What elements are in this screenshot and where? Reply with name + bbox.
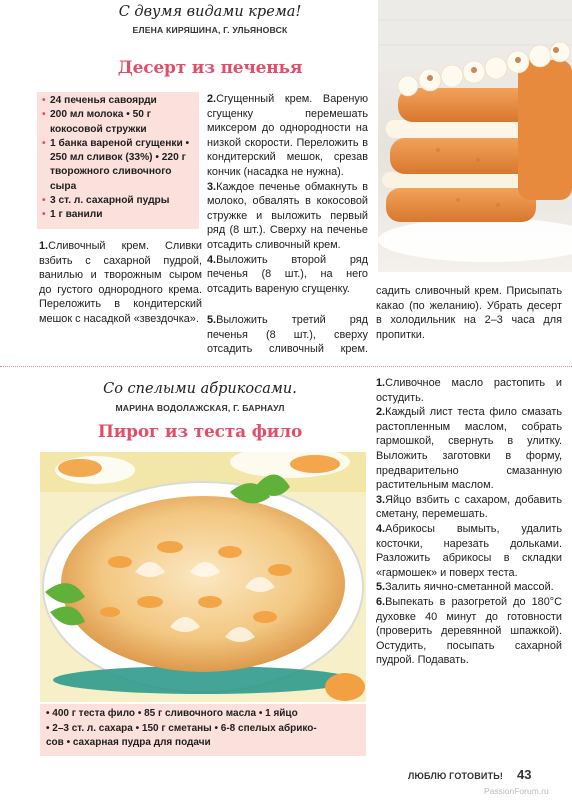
- recipe1-author: ЕЛЕНА КИРЯШИНА, Г. УЛЬЯНОВСК: [132, 25, 288, 35]
- page-number: 43: [517, 767, 532, 782]
- recipe2-title: Пирог из теста фило: [97, 422, 303, 442]
- recipe2-ingredients: [40, 704, 366, 756]
- step-number: 1.: [39, 240, 49, 252]
- recipe1-step-5: 5.Выложить третий ряд печенья (8 шт.), сверху отсадить сливочный крем.: [207, 314, 368, 356]
- ingredient-item: • 200 мл молока • 50 г кокосовой стружки: [42, 108, 195, 137]
- magazine-name: ЛЮБЛЮ ГОТОВИТЬ!: [408, 771, 504, 781]
- recipe1-subtitle: С двумя видами крема!: [118, 4, 302, 20]
- recipe2-step-6: 6.Выпекать в разогретой до 180°С духовке 40 минут до готовности (проверить деревянной шпажкой). Остудить, посыпать сахарной пудрой. Подавать.: [376, 595, 562, 667]
- recipe2-steps: [376, 376, 562, 760]
- pie-image: [40, 452, 366, 702]
- ingredient-item: • 3 ст. л. сахарной пудры: [42, 194, 195, 208]
- recipe2-subtitle: Со спелыми абрикосами.: [103, 381, 297, 397]
- recipe1-ingredients: [37, 92, 199, 229]
- ingredient-item: • 24 печенья савоярди: [42, 94, 195, 108]
- dessert-photo: [378, 0, 572, 272]
- step-text: Сливочный крем. Сливки взбить с сахарной пудрой, ванилью и творожным сыром до густого однородного крема. Переложить в кондитерский мешок с насадкой «звездочка».: [39, 240, 202, 325]
- recipe1-title: Десерт из печенья: [117, 58, 303, 78]
- recipe1-step-1: [39, 239, 202, 327]
- dessert-image: [378, 0, 572, 272]
- ingredient-item: • 1 г ванили: [42, 208, 195, 222]
- recipe2-step-4: 4.Абрикосы вымыть, удалить косточки, нарезать дольками. Разложить абрикосы в складки «гармошек» и поверх теста.: [376, 522, 562, 579]
- ingredient-item: • 1 банка вареной сгущенки • 250 мл сливок (33%) • 220 г творожного сливочного сыра: [42, 137, 195, 194]
- recipe1-step-5-continued: садить сливочный крем. Присыпать какао (по желанию). Убрать десерт в холодильник на 2–3 часа для пропитки.: [376, 285, 562, 341]
- recipe2-step-1: 1.Сливочное масло растопить и остудить.: [376, 377, 562, 404]
- ingredient-line: сов • сахарная пудра для подачи: [46, 737, 211, 749]
- ingredient-line: • 400 г теста фило • 85 г сливочного масла • 1 яйцо: [46, 708, 298, 719]
- recipe2-step-2: 2.Каждый лист теста фило смазать растопленным маслом, собрать гармошкой, свернуть в улитку. Выложить заготовки в форму, предварительно смазанную растительным маслом.: [376, 406, 562, 492]
- ingredient-line: • 2–3 ст. л. сахара • 150 г сметаны • 6-8 спелых абрико-: [46, 722, 317, 734]
- pie-photo: [40, 452, 366, 702]
- recipe1-step-3: 3.Каждое печенье обмакнуть в молоко, обвалять в кокосовой стружке и выложить первый ряд (8 шт.). Сверху на печенье отсадить сливочный крем.: [207, 180, 368, 251]
- recipe1-steps-col2: [207, 92, 368, 296]
- section-divider: [0, 366, 572, 367]
- recipe2-step-3: 3.Яйцо взбить с сахаром, добавить сметану, перемешать.: [376, 493, 562, 521]
- recipe1-step-2: 2.Сгущенный крем. Вареную сгущенку перемешать миксером до однородности на низкой скорости. Переложить в кондитерский мешок, срезав кончик (насадка не нужна).: [207, 93, 368, 178]
- recipe2-step-5: 5.Залить яично-сметанной массой.: [376, 581, 554, 594]
- recipe2-author: МАРИНА ВОДОЛАЖСКАЯ, Г. БАРНАУЛ: [115, 403, 285, 413]
- watermark: PassionForum.ru: [484, 786, 549, 796]
- recipe1-step-4: 4.Выложить второй ряд печенья (8 шт.), на него отсадить вареную сгущенку.: [207, 253, 368, 295]
